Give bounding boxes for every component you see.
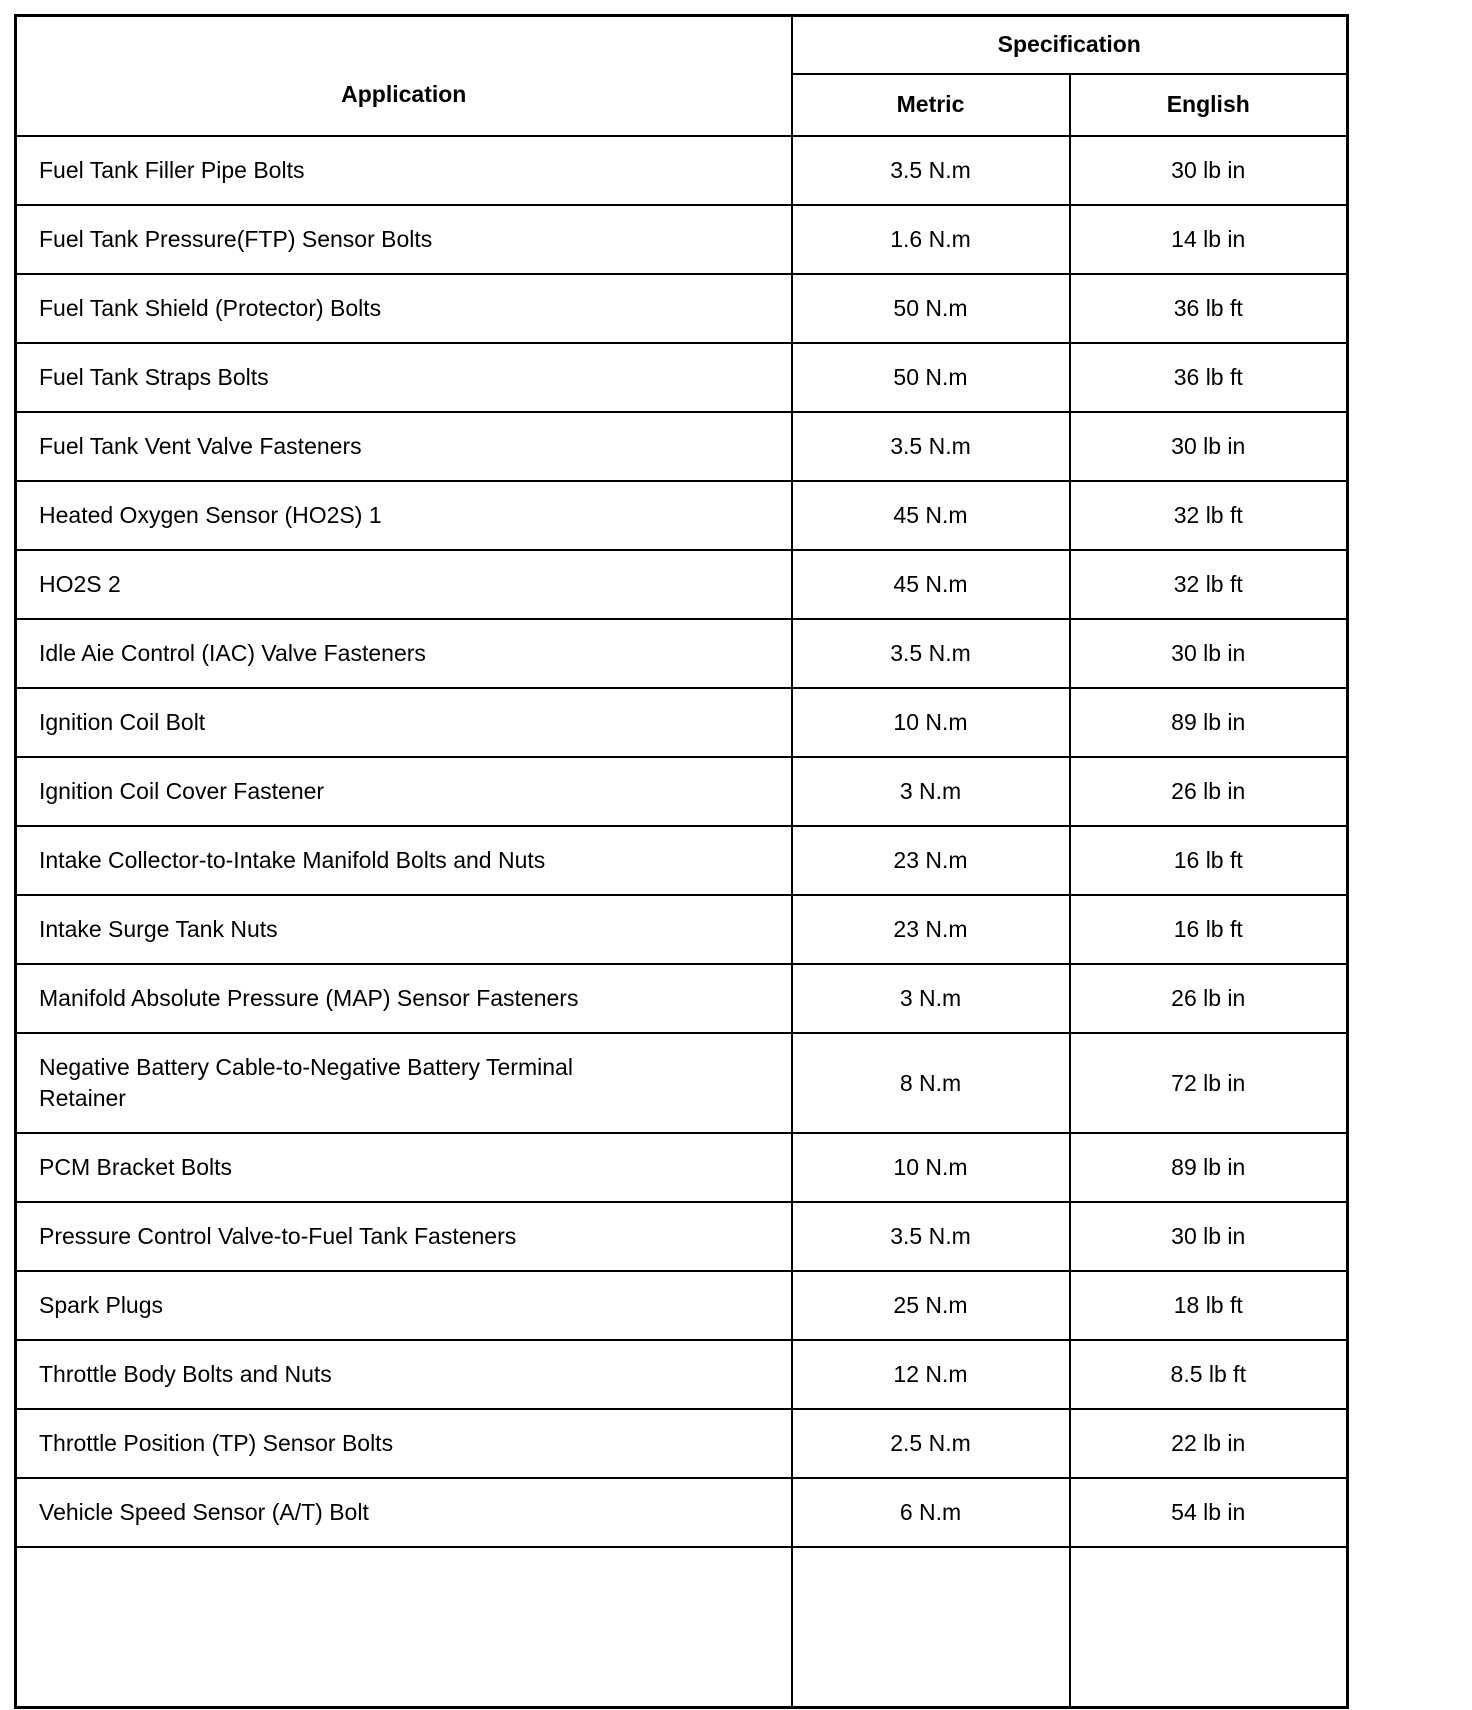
metric-cell [792,1547,1070,1707]
english-cell: 32 lb ft [1070,481,1348,550]
table-row [16,1271,1348,1340]
table-row [16,1202,1348,1271]
application-cell: Manifold Absolute Pressure (MAP) Sensor Fasteners [16,964,792,1033]
english-cell: 30 lb in [1070,136,1348,205]
metric-cell: 45 N.m [792,481,1070,550]
english-cell: 32 lb ft [1070,550,1348,619]
english-cell: 89 lb in [1070,688,1348,757]
table-row [16,757,1348,826]
table-row [16,412,1348,481]
metric-cell: 3.5 N.m [792,412,1070,481]
english-cell: 30 lb in [1070,1202,1348,1271]
metric-cell: 45 N.m [792,550,1070,619]
table-row [16,1409,1348,1478]
metric-cell: 3.5 N.m [792,1202,1070,1271]
application-cell: PCM Bracket Bolts [16,1133,792,1202]
metric-cell: 50 N.m [792,274,1070,343]
metric-cell: 10 N.m [792,688,1070,757]
col-header-metric: Metric [792,74,1070,136]
table-row [16,688,1348,757]
table-body [16,136,1348,1708]
table-row [16,343,1348,412]
metric-cell: 2.5 N.m [792,1409,1070,1478]
application-cell: Vehicle Speed Sensor (A/T) Bolt [16,1478,792,1547]
application-cell: Negative Battery Cable-to-Negative Battery Terminal Retainer [16,1033,792,1133]
metric-cell: 10 N.m [792,1133,1070,1202]
english-cell: 26 lb in [1070,964,1348,1033]
metric-cell: 3 N.m [792,964,1070,1033]
metric-cell: 3.5 N.m [792,619,1070,688]
application-cell: Intake Surge Tank Nuts [16,895,792,964]
application-cell: Idle Aie Control (IAC) Valve Fasteners [16,619,792,688]
application-cell [16,1547,792,1707]
english-cell: 16 lb ft [1070,826,1348,895]
col-header-english: English [1070,74,1348,136]
english-cell: 36 lb ft [1070,274,1348,343]
metric-cell: 23 N.m [792,826,1070,895]
english-cell: 30 lb in [1070,412,1348,481]
col-header-application: Application [16,16,792,136]
table-row [16,964,1348,1033]
application-cell: Ignition Coil Cover Fastener [16,757,792,826]
english-cell: 89 lb in [1070,1133,1348,1202]
english-cell: 8.5 lb ft [1070,1340,1348,1409]
application-cell: Fuel Tank Vent Valve Fasteners [16,412,792,481]
english-cell: 26 lb in [1070,757,1348,826]
table-row [16,274,1348,343]
application-cell: Fuel Tank Shield (Protector) Bolts [16,274,792,343]
table-header [16,16,1348,136]
table-row [16,550,1348,619]
metric-cell: 1.6 N.m [792,205,1070,274]
table-row [16,826,1348,895]
application-cell: HO2S 2 [16,550,792,619]
english-cell: 18 lb ft [1070,1271,1348,1340]
metric-cell: 23 N.m [792,895,1070,964]
metric-cell: 8 N.m [792,1033,1070,1133]
table-row [16,1340,1348,1409]
table-row [16,481,1348,550]
english-cell: 14 lb in [1070,205,1348,274]
application-cell: Heated Oxygen Sensor (HO2S) 1 [16,481,792,550]
col-header-specification: Specification [792,16,1348,74]
torque-spec-table [14,14,1349,1709]
table-row [16,205,1348,274]
application-cell: Ignition Coil Bolt [16,688,792,757]
english-cell [1070,1547,1348,1707]
metric-cell: 12 N.m [792,1340,1070,1409]
metric-cell: 6 N.m [792,1478,1070,1547]
metric-cell: 25 N.m [792,1271,1070,1340]
table-row [16,136,1348,205]
application-cell: Fuel Tank Pressure(FTP) Sensor Bolts [16,205,792,274]
english-cell: 30 lb in [1070,619,1348,688]
table-row [16,619,1348,688]
english-cell: 54 lb in [1070,1478,1348,1547]
english-cell: 72 lb in [1070,1033,1348,1133]
application-cell: Intake Collector-to-Intake Manifold Bolts and Nuts [16,826,792,895]
metric-cell: 3.5 N.m [792,136,1070,205]
table-row [16,895,1348,964]
application-cell: Fuel Tank Filler Pipe Bolts [16,136,792,205]
english-cell: 36 lb ft [1070,343,1348,412]
table-row [16,1033,1348,1133]
metric-cell: 50 N.m [792,343,1070,412]
application-cell: Throttle Body Bolts and Nuts [16,1340,792,1409]
metric-cell: 3 N.m [792,757,1070,826]
table-row [16,1133,1348,1202]
header-row-1 [16,16,1348,74]
english-cell: 16 lb ft [1070,895,1348,964]
application-cell: Pressure Control Valve-to-Fuel Tank Fasteners [16,1202,792,1271]
table-row [16,1478,1348,1547]
application-cell: Fuel Tank Straps Bolts [16,343,792,412]
table-row-partial [16,1547,1348,1707]
english-cell: 22 lb in [1070,1409,1348,1478]
application-cell: Throttle Position (TP) Sensor Bolts [16,1409,792,1478]
application-cell: Spark Plugs [16,1271,792,1340]
